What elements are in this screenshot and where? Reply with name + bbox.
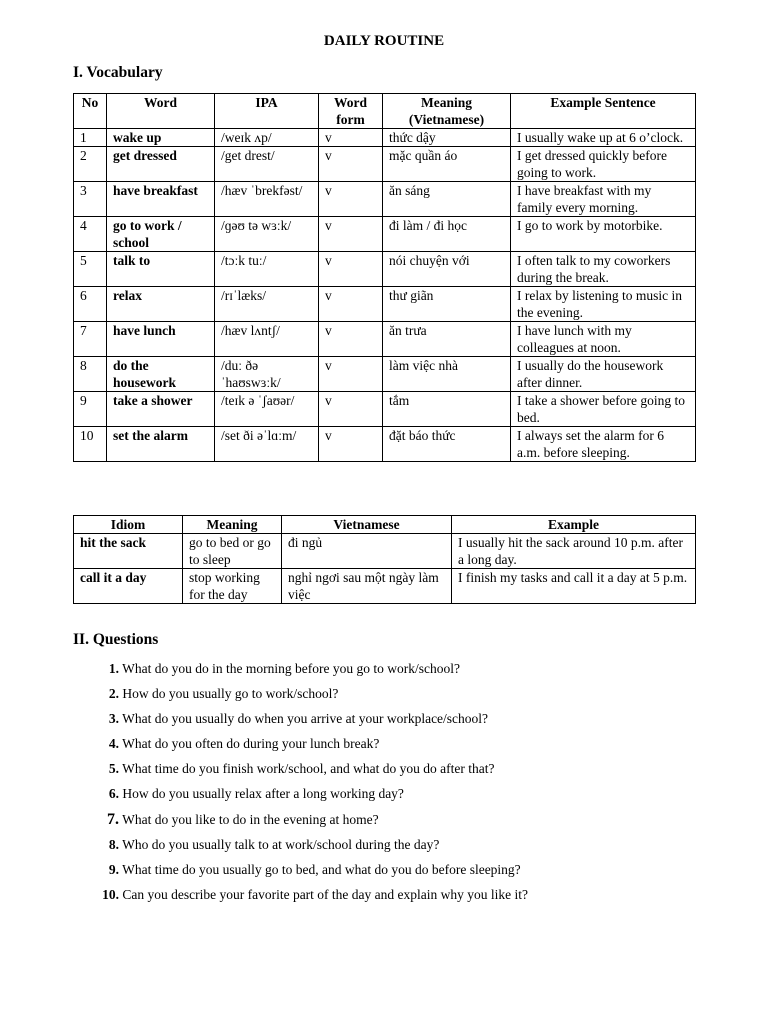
list-item [90, 735, 528, 760]
vocab-meaning: ăn trưa [383, 322, 511, 357]
vocab-word-form: v [319, 217, 383, 252]
vocab-example: I take a shower before going to bed. [511, 392, 696, 427]
column-header-ipa: IPA [215, 94, 319, 129]
table-header-row [74, 94, 696, 129]
column-header-example: Example Sentence [511, 94, 696, 129]
vocab-meaning: nói chuyện với [383, 252, 511, 287]
vocab-example: I get dressed quickly before going to work. [511, 147, 696, 182]
table-row [74, 182, 696, 217]
idiom-vietnamese: đi ngủ [282, 534, 452, 569]
vocab-word: do the housework [107, 357, 215, 392]
vocab-example: I often talk to my coworkers during the break. [511, 252, 696, 287]
table-row [74, 287, 696, 322]
vocab-example: I go to work by motorbike. [511, 217, 696, 252]
list-item [90, 685, 528, 710]
question-text: What do you do in the morning before you go to work/school? [122, 661, 460, 676]
table-row [74, 322, 696, 357]
vocab-word-form: v [319, 182, 383, 217]
vocab-meaning: thư giãn [383, 287, 511, 322]
column-header-word: Word [107, 94, 215, 129]
question-number: 2. [108, 686, 119, 702]
vocabulary-table [73, 93, 696, 462]
table-row [74, 147, 696, 182]
vocab-meaning: đi làm / đi học [383, 217, 511, 252]
vocab-word-form: v [319, 392, 383, 427]
question-text: What time do you usually go to bed, and what do you do before sleeping? [122, 861, 521, 877]
idiom-phrase: hit the sack [74, 534, 183, 569]
question-number: 8. [108, 836, 119, 852]
question-number: 6. [108, 786, 119, 802]
list-item [90, 861, 528, 886]
section-heading-vocabulary: I. Vocabulary [73, 64, 163, 81]
idioms-table [73, 515, 696, 604]
question-number: 9. [108, 861, 119, 877]
table-row [74, 129, 696, 147]
vocab-ipa: /duː ðə ˈhaʊswɜːk/ [215, 357, 319, 392]
table-row [74, 427, 696, 462]
vocab-word-form: v [319, 252, 383, 287]
row-number: 3 [74, 182, 107, 217]
column-header-meaning: Meaning [183, 516, 282, 534]
vocab-meaning: đặt báo thức [383, 427, 511, 462]
question-text: What time do you finish work/school, and what do you do after that? [122, 761, 495, 777]
vocab-meaning: tắm [383, 392, 511, 427]
vocab-ipa: /get drest/ [215, 147, 319, 182]
table-row [74, 357, 696, 392]
list-item [90, 710, 528, 735]
vocab-word: wake up [107, 129, 215, 147]
vocab-meaning: ăn sáng [383, 182, 511, 217]
column-header-no: No [74, 94, 107, 129]
vocab-word: take a shower [107, 392, 215, 427]
table-row [74, 217, 696, 252]
table-row [74, 392, 696, 427]
row-number: 9 [74, 392, 107, 427]
vocab-word-form: v [319, 322, 383, 357]
vocab-meaning: thức dậy [383, 129, 511, 147]
vocab-word-form: v [319, 287, 383, 322]
question-text: What do you like to do in the evening at home? [122, 811, 379, 827]
idiom-phrase: call it a day [74, 569, 183, 604]
list-item [90, 836, 528, 861]
vocab-meaning: làm việc nhà [383, 357, 511, 392]
section-heading-questions: II. Questions [73, 631, 159, 648]
vocab-example: I usually wake up at 6 o’clock. [511, 129, 696, 147]
row-number: 2 [74, 147, 107, 182]
table-row [74, 534, 696, 569]
vocab-word-form: v [319, 427, 383, 462]
vocab-word: have lunch [107, 322, 215, 357]
row-number: 6 [74, 287, 107, 322]
vocab-ipa: /teɪk ə ˈʃaʊər/ [215, 392, 319, 427]
row-number: 10 [74, 427, 107, 462]
vocab-ipa: /weɪk ʌp/ [215, 129, 319, 147]
vocab-ipa: /hæv ˈbrekfəst/ [215, 182, 319, 217]
vocab-ipa: /hæv lʌntʃ/ [215, 322, 319, 357]
vocab-example: I usually do the housework after dinner. [511, 357, 696, 392]
column-header-vietnamese: Vietnamese [282, 516, 452, 534]
row-number: 1 [74, 129, 107, 147]
idiom-vietnamese: nghỉ ngơi sau một ngày làm việc [282, 569, 452, 604]
idiom-meaning: stop working for the day [183, 569, 282, 604]
column-header-meaning: Meaning (Vietnamese) [383, 94, 511, 129]
question-text: What do you usually do when you arrive at your workplace/school? [122, 711, 489, 727]
column-header-example: Example [452, 516, 696, 534]
list-item [90, 811, 528, 836]
vocab-word: talk to [107, 252, 215, 287]
vocab-ipa: /tɔːk tuː/ [215, 252, 319, 287]
list-item [90, 760, 528, 785]
vocab-example: I have breakfast with my family every morning. [511, 182, 696, 217]
vocab-word: have breakfast [107, 182, 215, 217]
question-text: How do you usually relax after a long working day? [122, 786, 404, 802]
vocab-word: get dressed [107, 147, 215, 182]
question-number: 7. [107, 810, 119, 828]
column-header-idiom: Idiom [74, 516, 183, 534]
question-text: How do you usually go to work/school? [122, 686, 339, 702]
questions-list [90, 660, 528, 911]
vocab-meaning: mặc quần áo [383, 147, 511, 182]
question-text: Who do you usually talk to at work/school during the day? [122, 836, 440, 852]
idiom-example: I usually hit the sack around 10 p.m. after a long day. [452, 534, 696, 569]
idiom-meaning: go to bed or go to sleep [183, 534, 282, 569]
question-number: 10. [102, 886, 119, 902]
vocab-word: go to work / school [107, 217, 215, 252]
vocab-word-form: v [319, 147, 383, 182]
question-number: 4. [108, 736, 119, 752]
list-item [90, 785, 528, 810]
vocab-ipa: /set ði əˈlɑːm/ [215, 427, 319, 462]
vocab-word-form: v [319, 129, 383, 147]
question-number: 5. [108, 761, 119, 777]
question-number: 3. [108, 711, 119, 727]
vocab-word: set the alarm [107, 427, 215, 462]
vocab-word-form: v [319, 357, 383, 392]
vocab-word: relax [107, 287, 215, 322]
vocab-example: I have lunch with my colleagues at noon. [511, 322, 696, 357]
row-number: 4 [74, 217, 107, 252]
vocab-ipa: /rɪˈlæks/ [215, 287, 319, 322]
vocab-example: I relax by listening to music in the evening. [511, 287, 696, 322]
row-number: 8 [74, 357, 107, 392]
page-title: DAILY ROUTINE [323, 33, 445, 49]
question-text: What do you often do during your lunch break? [122, 736, 380, 752]
idiom-example: I finish my tasks and call it a day at 5 p.m. [452, 569, 696, 604]
row-number: 7 [74, 322, 107, 357]
column-header-word-form: Word form [319, 94, 383, 129]
table-row [74, 569, 696, 604]
question-number: 1. [108, 661, 119, 676]
vocab-ipa: /ɡəʊ tə wɜːk/ [215, 217, 319, 252]
list-item [90, 886, 528, 911]
row-number: 5 [74, 252, 107, 287]
question-text: Can you describe your favorite part of the day and explain why you like it? [122, 886, 529, 902]
table-header-row [74, 516, 696, 534]
table-row [74, 252, 696, 287]
vocab-example: I always set the alarm for 6 a.m. before sleeping. [511, 427, 696, 462]
list-item [90, 660, 528, 685]
